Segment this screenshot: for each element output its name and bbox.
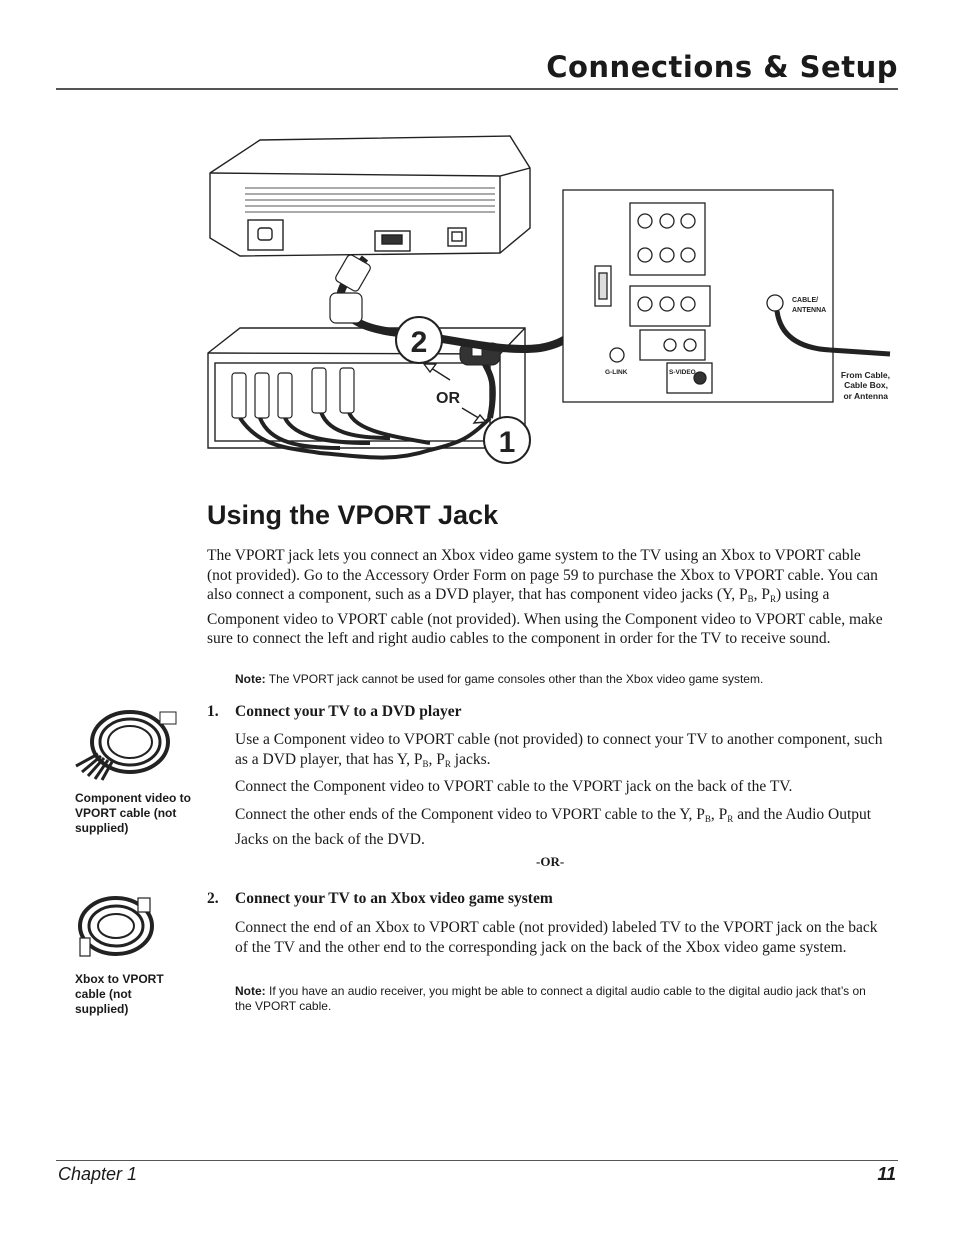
xbox-cable-caption: Xbox to VPORT cable (not supplied) xyxy=(75,972,164,1016)
step1-paragraph3: Connect the other ends of the Component video to VPORT cable to the Y, $P_B$, $P_R$ and the Audio Output Jacks on the back of the DVD. xyxy=(235,806,872,848)
footer-chapter: Chapter 1 xyxy=(58,1164,138,1184)
page-number: 11 xyxy=(877,1164,896,1184)
cable-antenna-label-line2: ANTENNA xyxy=(792,307,827,314)
note-digital-audio: Note: If you have an audio receiver, you might be able to connect a digital audio cable to the digital audio jack that’s on the VPORT cable. xyxy=(235,984,866,1013)
component-cable-thumbnail xyxy=(68,704,178,784)
header-divider xyxy=(56,88,898,90)
or-label: OR xyxy=(436,390,460,407)
callout-1 xyxy=(484,417,530,463)
component-cable-caption: Component video to VPORT cable (not supplied) xyxy=(75,791,191,835)
connection-diagram xyxy=(200,118,900,488)
step1-paragraph1: Use a Component video to VPORT cable (not provided) to connect your TV to another component, such as a DVD player, that has Y, $P_B$, $P_R$ jacks. xyxy=(235,731,883,769)
svideo-label: S-VIDEO xyxy=(669,369,696,376)
cable-antenna-label-line1: CABLE/ xyxy=(792,297,819,304)
svg-text:1: 1 xyxy=(498,426,516,459)
from-cable-label-line3: or Antenna xyxy=(843,391,888,401)
xbox-console-illustration xyxy=(210,136,530,256)
step1-heading: 1. Connect your TV to a DVD player xyxy=(207,703,462,720)
from-cable-label-line2: Cable Box, xyxy=(844,380,888,390)
xbox-cable-thumbnail xyxy=(68,890,158,965)
footer-divider xyxy=(56,1160,898,1161)
step2-paragraph1: Connect the end of an Xbox to VPORT cable (not provided) labeled TV to the VPORT jack on the back of the TV and the other end to the corresponding jack on the back of the Xbox video game system. xyxy=(235,919,878,956)
intro-paragraph: The VPORT jack lets you connect an Xbox video game system to the TV using an Xbox to VPORT cable (not provided). Go to the Accessory Order Form on page 59 to purchase the Xbox to VPORT cable. You can also connect a component, such as a DVD player, that has component video jacks (Y, $P_B$, $P_R$) using a Component video to VPORT cable (not provided). When using the Component video to VPORT cable, make sure to connect the left and right audio cables to the component in order for the TV to receive sound. xyxy=(207,547,883,648)
svg-text:2: 2 xyxy=(410,326,428,359)
or-divider: -OR- xyxy=(536,854,565,869)
page-header-title: Connections & Setup xyxy=(546,50,898,84)
callout-2 xyxy=(396,317,442,363)
note-vport-xbox-only: Note: The VPORT jack cannot be used for game consoles other than the Xbox video game system. xyxy=(235,672,764,686)
from-cable-label-line1: From Cable, xyxy=(840,370,890,380)
step1-paragraph2: Connect the Component video to VPORT cable to the VPORT jack on the back of the TV. xyxy=(235,778,793,795)
step2-heading: 2. Connect your TV to an Xbox video game system xyxy=(207,890,553,907)
glink-label: G-LINK xyxy=(605,369,628,376)
section-title: Using the VPORT Jack xyxy=(207,500,499,530)
